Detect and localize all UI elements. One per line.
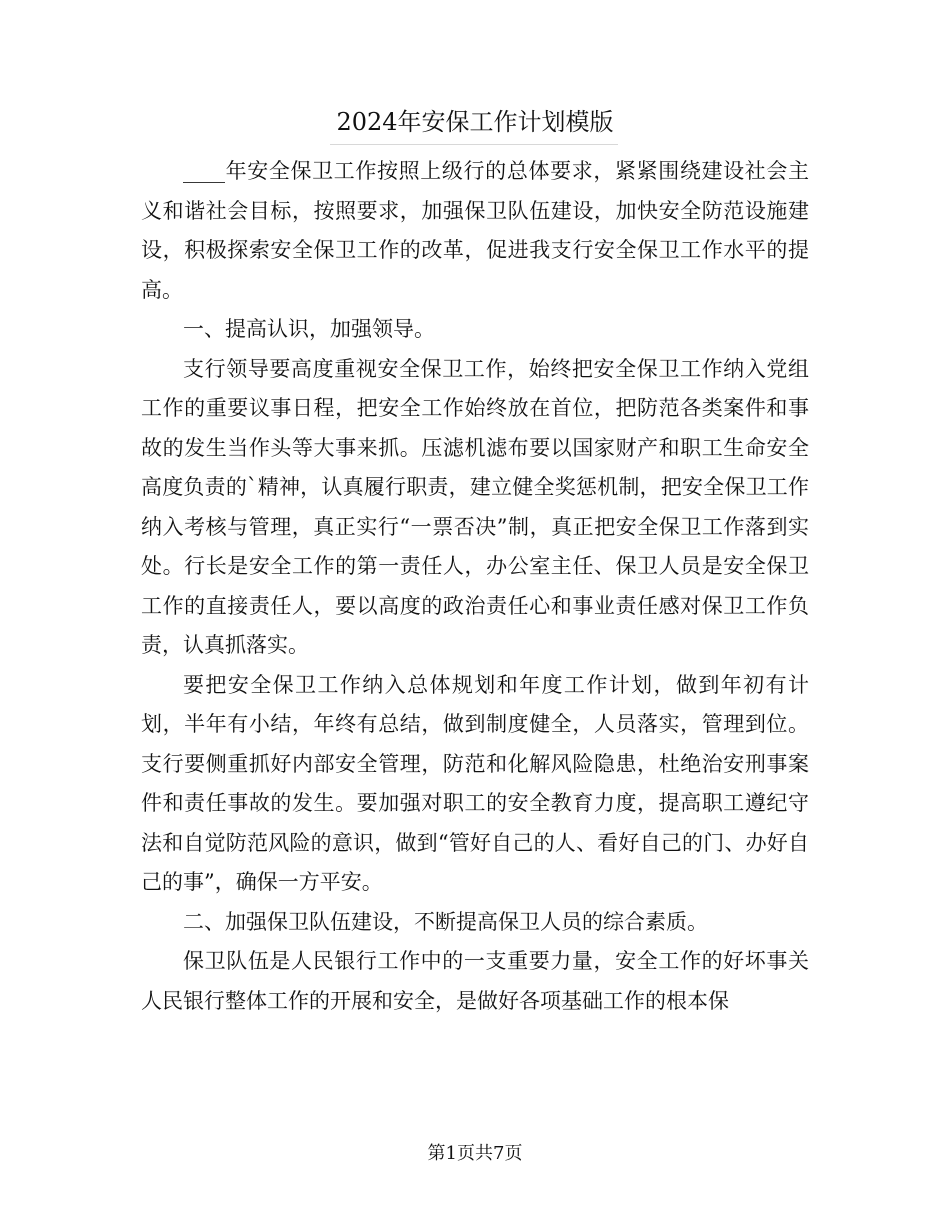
paragraph-team: 保卫队伍是人民银行工作中的一支重要力量，安全工作的好坏事关人民银行整体工作的开展和安全，是做好各项基础工作的根本保 xyxy=(141,949,809,1013)
title-underline xyxy=(330,144,618,145)
paragraph-leadership: 支行领导要高度重视安全保卫工作，始终把安全保卫工作纳入党组工作的重要议事日程，把安全工作始终放在首位，把防范各类案件和事故的发生当作头等大事来抓。压滤机滤布要以国家财产和职工生命安全高度负责的`精神，认真履行职责，建立健全奖惩机制，把安全保卫工作纳入考核与管理，真正实行“一票否决”制，真正把安全保卫工作落到实处。行长是安全工作的第一责任人，办公室主任、保卫人员是安全保卫工作的直接责任人，要以高度的政治责任心和事业责任感对保卫工作负责，认真抓落实。 xyxy=(141,356,809,657)
document-title: 2024年安保工作计划模版 xyxy=(336,108,614,136)
paragraph-intro: ____年安全保卫工作按照上级行的总体要求，紧紧围绕建设社会主义和谐社会目标，按照要求，加强保卫队伍建设，加快安全防范设施建设，积极探索安全保卫工作的改革，促进我支行安全保卫工作水平的提高。 xyxy=(141,159,809,302)
section-heading-2: 二、加强保卫队伍建设，不断提高保卫人员的综合素质。 xyxy=(183,909,708,934)
page-footer: 第1页共7页 xyxy=(427,1143,523,1164)
document-body xyxy=(141,152,809,1021)
paragraph-planning: 要把安全保卫工作纳入总体规划和年度工作计划，做到年初有计划，半年有小结，年终有总结，做到制度健全，人员落实，管理到位。支行要侧重抓好内部安全管理，防范和化解风险隐患，杜绝治安刑事案件和责任事故的发生。要加强对职工的安全教育力度，提高职工遵纪守法和自觉防范风险的意识，做到“管好自己的人、看好自己的门、办好自己的事”，确保一方平安。 xyxy=(141,672,809,894)
section-heading-1: 一、提高认识，加强领导。 xyxy=(183,317,435,341)
